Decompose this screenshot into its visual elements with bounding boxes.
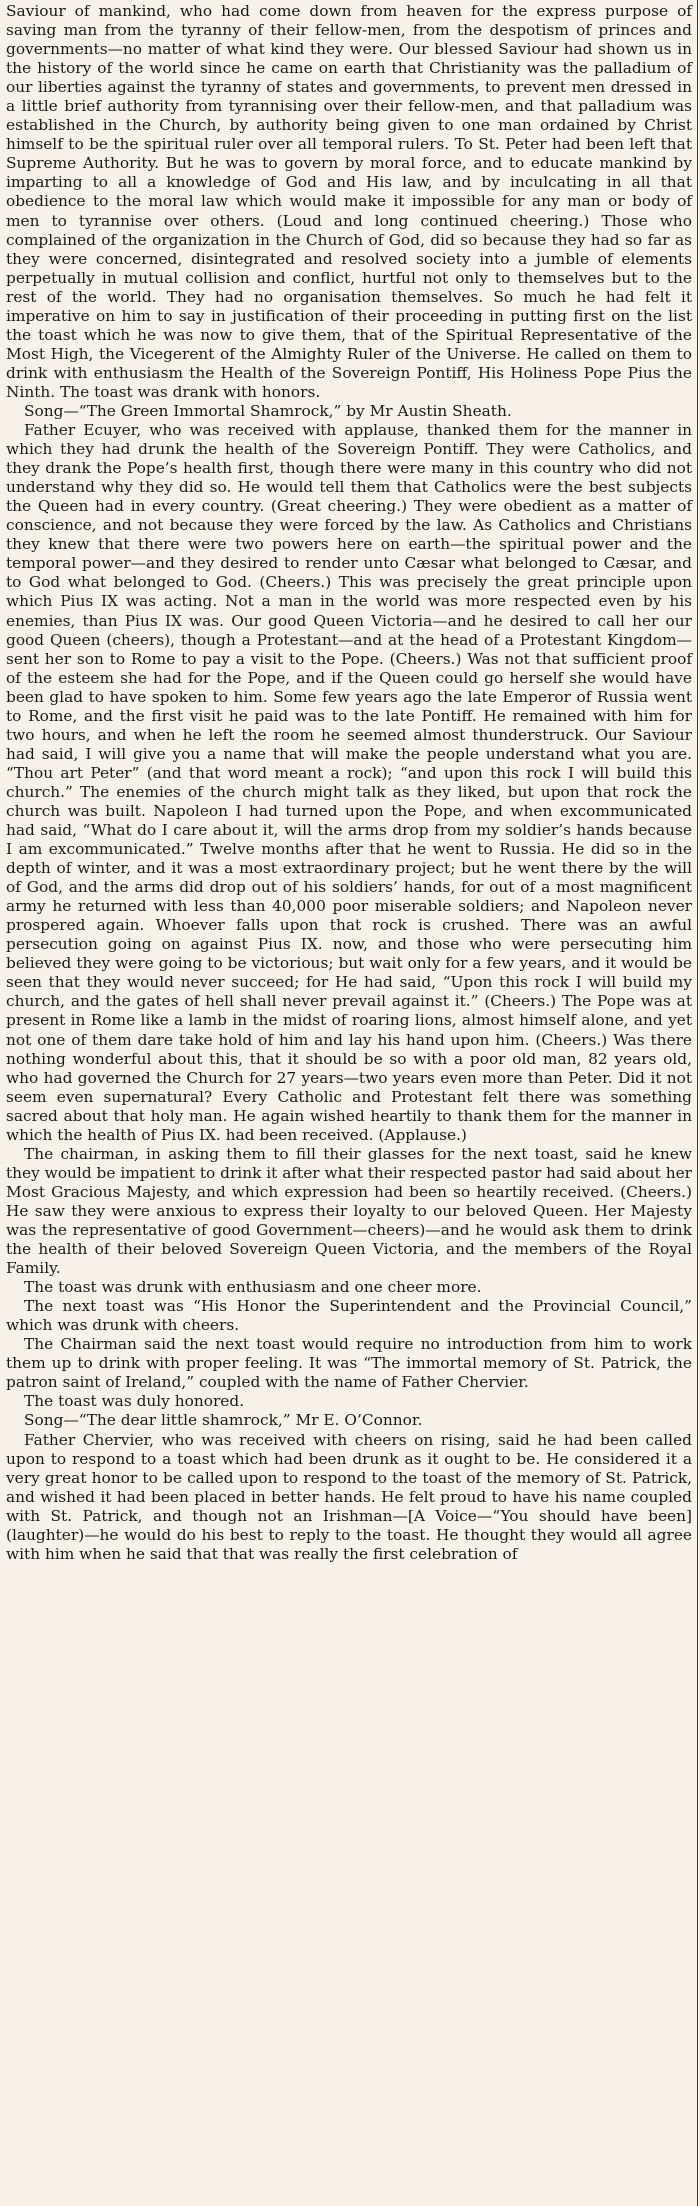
paragraph-toast-pope: Saviour of mankind, who had come down from heaven for the express purpose of saving man from the tyranny of their fellow-men, from the despotism of princes and governments—no matter of what kind they were. Our blessed Saviour had shown us in the history of the world since he came on earth that Christianity was the palladium of our liberties against the tyranny of states and governments, to prevent men dressed in a little brief authority from tyrannising over their fellow-men, and that palladium was established in the Church, by authority being given to one man ordained by Christ himself to be the spiritual ruler over all temporal rulers. To St. Peter had been left that Supreme Authority. But he was to govern by moral force, and to educate mankind by imparting to all a knowledge of God and His law, and by inculcating in all that obedience to the moral law which would make it impossible for any man or body of men to tyrannise over others. (Loud and long continued cheering.) Those who complained of the organization in the Church of God, did so because they had so far as they were concerned, disintegrated and resolved society into a jumble of elements perpetually in mutual collision and conflict, hurtful not only to themselves but to the rest of the world. They had no organisation themselves. So much he had felt it imperative on him to say in justification of their proceeding in putting first on the list the toast which he was now to give them, that of the Spiritual Representative of the Most High, the Vicegerent of the Almighty Ruler of the Universe. He called on them to drink with enthusiasm the Health of the Sovereign Pontiff, His Holiness Pope Pius the Ninth. The toast was drank with honors. — [6, 2, 692, 401]
paragraph-superintendent-toast: The next toast was “His Honor the Superintendent and the Provincial Council,” which was drunk with cheers. — [6, 1297, 692, 1335]
paragraph-st-patrick-toast: The Chairman said the next toast would require no introduction from him to work them up to drink with proper feeling. It was “The immortal memory of St. Patrick, the patron saint of Ireland,” coupled with the name of Father Chervier. — [6, 1335, 692, 1392]
paragraph-father-ecuyer: Father Ecuyer, who was received with applause, thanked them for the manner in which they had drunk the health of the Sovereign Pontiff. They were Catholics, and they drank the Pope’s health first, though there were many in this country who did not understand why they did so. He would tell them that Catholics were the best subjects the Queen had in every country. (Great cheering.) They were obedient as a matter of conscience, and not because they were forced by the law. As Catholics and Christians they knew that there were two powers here on earth—the spiritual power and the temporal power—and they desired to render unto Cæsar what belonged to Cæsar, and to God what belonged to God. (Cheers.) This was precisely the great principle upon which Pius IX was acting. Not a man in the world was more respected even by his enemies, than Pius IX was. Our good Queen Victoria—and he desired to call her our good Queen (cheers), though a Protestant—and at the head of a Protestant Kingdom—sent her son to Rome to pay a visit to the Pope. (Cheers.) Was not that sufficient proof of the esteem she had for the Pope, and if the Queen could go herself she would have been glad to have spoken to him. Some few years ago the late Emperor of Russia went to Rome, and the first visit he paid was to the late Pontiff. He remained with him for two hours, and when he left the room he seemed almost thunderstruck. Our Saviour had said, I will give you a name that will make the people understand what you are. “Thou art Peter” (and that word meant a rock); “and upon this rock I will build this church.” The enemies of the church might talk as they liked, but upon that rock the church was built. Napoleon I had turned upon the Pope, and when excommunicated had said, “What do I care about it, will the arms drop from my soldier’s hands because I am excommunicated.” Twelve months after that he went to Russia. He did so in the depth of winter, and it was a most extraordinary project; but he went there by the will of God, and the arms did drop out of his soldiers’ hands, for out of a most magnificent army he returned with less than 40,000 poor miserable soldiers; and Napoleon never prospered again. Whoever falls upon that rock is crushed. There was an awful persecution going on against Pius IX. now, and those who were persecuting him believed they were going to be victorious; but wait only for a few years, and it would be seen that they would never succeed; for He had said, “Upon this rock I will build my church, and the gates of hell shall never prevail against it.” (Cheers.) The Pope was at present in Rome like a lamb in the midst of roaring lions, almost himself alone, and yet not one of them dare take hold of him and lay his hand upon him. (Cheers.) Was there nothing wonderful about this, that it should be so with a poor old man, 82 years old, who had governed the Church for 27 years—two years even more than Peter. Did it not seem even supernatural? Every Catholic and Protestant felt there was something sacred about that holy man. He again wished heartily to thank them for the manner in which the health of Pius IX. had been received. (Applause.) — [6, 421, 692, 1144]
paragraph-father-chervier: Father Chervier, who was received with cheers on rising, said he had been called upon to respond to a toast which had been drunk as it ought to be. He considered it a very great honor to be called upon to respond to the toast of the memory of St. Patrick, and wished it had been placed in better hands. He felt proud to have his name coupled with St. Patrick, and though not an Irishman—[A Voice—“You should have been] (laughter)—he would do his best to reply to the toast. He thought they would all agree with him when he said that that was really the first celebration of — [6, 1430, 692, 1563]
paragraph-chairman-queen-toast: The chairman, in asking them to fill their glasses for the next toast, said he knew they would be impatient to drink it after what their respected pastor had said about her Most Gracious Majesty, and which expression had been so heartily received. (Cheers.) He saw they were anxious to express their loyalty to our beloved Queen. Her Majesty was the representative of good Government—cheers)—and he would ask them to drink the health of their beloved Sovereign Queen Victoria, and the members of the Royal Family. — [6, 1144, 692, 1278]
song-dear-little-shamrock: Song—“The dear little shamrock,” Mr E. O’Connor. — [24, 1411, 423, 1430]
paragraph-toast-drunk: The toast was drunk with enthusiasm and one cheer more. — [24, 1278, 482, 1297]
paragraph-toast-honored: The toast was duly honored. — [24, 1392, 245, 1411]
song-green-shamrock: Song—“The Green Immortal Shamrock,” by Mr Austin Sheath. — [24, 401, 512, 420]
column-rule — [697, 0, 698, 2206]
